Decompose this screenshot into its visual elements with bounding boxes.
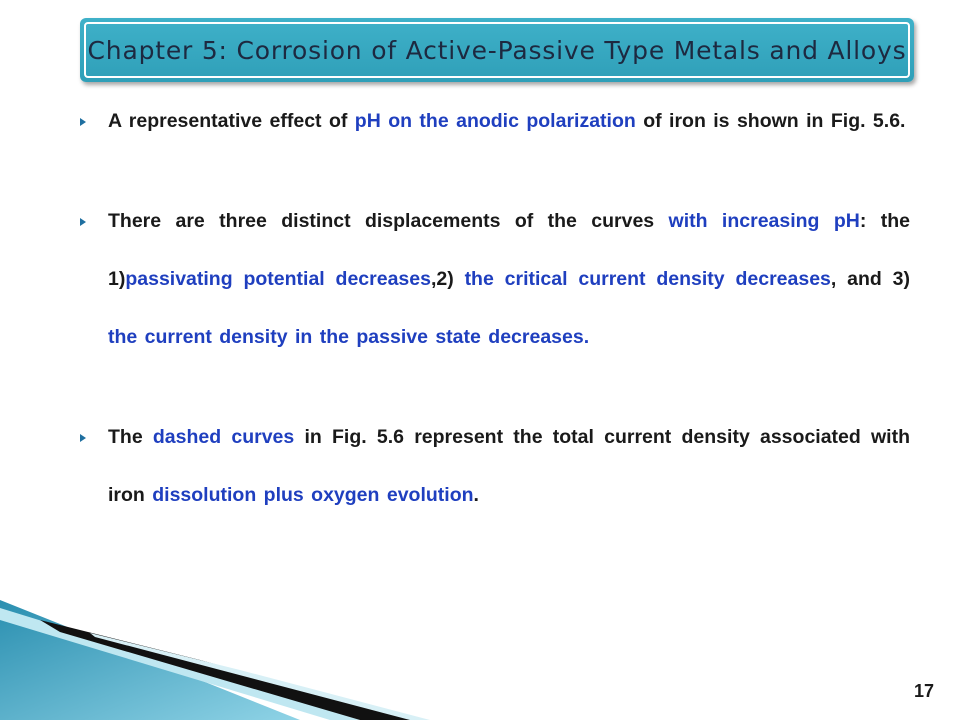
highlight-run: passivating potential decreases	[125, 268, 431, 290]
text-run: ,2)	[430, 268, 465, 290]
arrow-bullet-icon	[80, 434, 86, 442]
slide-body	[80, 92, 910, 524]
text-run: A representative effect of	[108, 110, 355, 132]
bullet-text	[108, 408, 910, 524]
text-run: of iron is shown in Fig. 5.6.	[635, 110, 906, 132]
text-run: There are three distinct displacements of the curves	[108, 210, 669, 232]
bullet-item	[80, 408, 910, 524]
page-number: 17	[913, 681, 934, 701]
bullet-item	[80, 192, 910, 366]
arrow-bullet-icon	[80, 118, 86, 126]
bullet-item	[80, 92, 910, 150]
text-run: .	[473, 484, 479, 506]
slide-title: Chapter 5: Corrosion of Active-Passive Type Metals and Alloys	[87, 35, 907, 65]
highlight-run: dashed curves	[152, 426, 295, 448]
corner-decoration	[0, 600, 500, 720]
text-run: : the 1)	[108, 210, 910, 290]
text-run: , and 3)	[830, 268, 910, 290]
highlight-run: the current density in the passive state decreases.	[108, 326, 590, 348]
highlight-run: dissolution plus oxygen evolution	[152, 484, 474, 506]
slide-title-banner	[80, 18, 914, 82]
slide-title-frame	[84, 22, 910, 78]
text-run: in Fig. 5.6 represent the total current density associated with iron	[108, 426, 910, 506]
highlight-run: with increasing pH	[668, 210, 860, 232]
arrow-bullet-icon	[80, 218, 86, 226]
bullet-text	[108, 192, 910, 366]
text-run: The	[108, 426, 153, 448]
highlight-run: pH on the anodic polarization	[354, 110, 636, 132]
highlight-run: the critical current density decreases	[464, 268, 831, 290]
bullet-text	[108, 92, 910, 150]
